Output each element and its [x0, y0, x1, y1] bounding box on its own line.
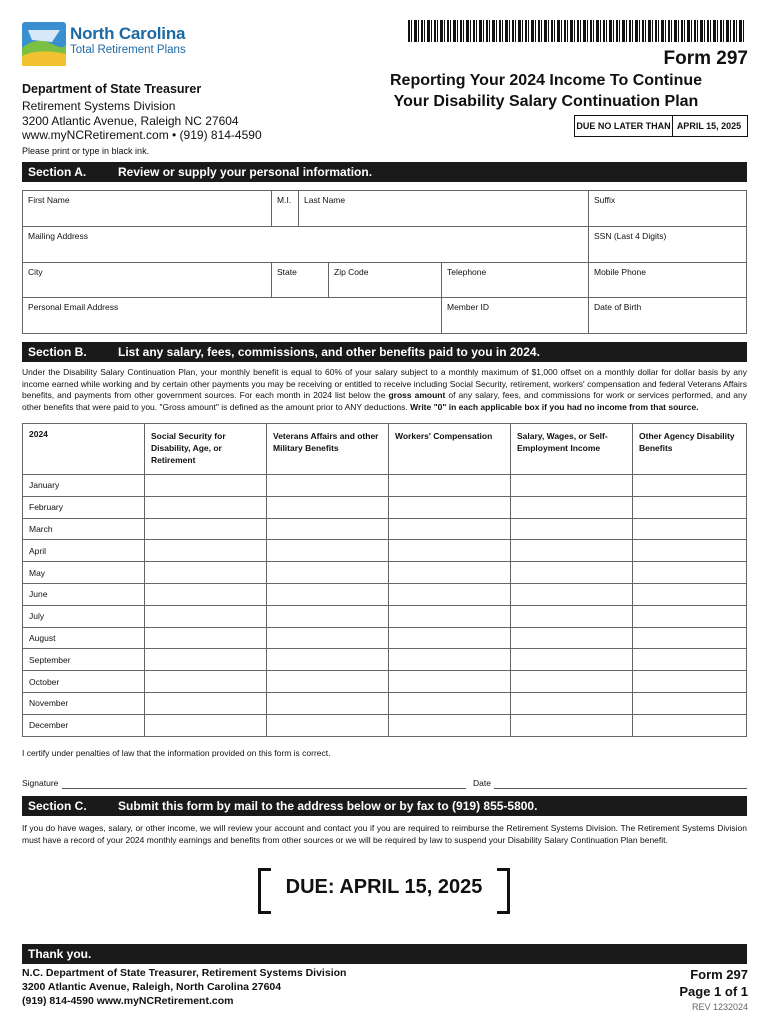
month-row [23, 562, 747, 584]
thank-you-bar: Thank you. [22, 944, 747, 964]
income-cell[interactable] [267, 540, 389, 562]
member-id-field[interactable]: Member ID [441, 297, 589, 334]
due-banner: DUE: APRIL 15, 2025 [258, 868, 510, 912]
first-name-field[interactable]: First Name [22, 190, 272, 227]
income-cell[interactable] [511, 671, 633, 693]
income-cell[interactable] [511, 649, 633, 671]
date-line[interactable] [494, 788, 747, 789]
footer-rev: REV 1232024 [691, 1002, 748, 1012]
income-cell[interactable] [389, 649, 511, 671]
income-cell[interactable] [145, 583, 267, 605]
month-row [23, 540, 747, 562]
income-cell[interactable] [145, 692, 267, 714]
income-cell[interactable] [633, 475, 747, 497]
col-workers-comp: Workers' Compensation [389, 424, 511, 475]
due-label: DUE NO LATER THAN [574, 115, 673, 137]
dob-field[interactable]: Date of Birth [588, 297, 747, 334]
income-cell[interactable] [633, 649, 747, 671]
income-cell[interactable] [511, 714, 633, 736]
month-label: January [23, 475, 145, 497]
division: Retirement Systems Division [22, 99, 176, 113]
income-cell[interactable] [389, 692, 511, 714]
barcode [408, 20, 746, 42]
income-cell[interactable] [511, 518, 633, 540]
month-row [23, 605, 747, 627]
telephone-field[interactable]: Telephone [441, 262, 589, 298]
section-b-header: Section B. List any salary, fees, commissions, and other benefits paid to you in 2024. [22, 342, 747, 362]
income-table [22, 423, 747, 737]
footer-line1: N.C. Department of State Treasurer, Retirement Systems Division [22, 967, 347, 979]
org-subtitle: Total Retirement Plans [70, 44, 186, 56]
month-label: November [23, 692, 145, 714]
state-field[interactable]: State [271, 262, 329, 298]
address: 3200 Atlantic Avenue, Raleigh NC 27604 [22, 114, 239, 128]
income-cell[interactable] [633, 714, 747, 736]
footer-page: Page 1 of 1 [679, 984, 748, 999]
mi-field[interactable]: M.I. [271, 190, 299, 227]
income-cell[interactable] [267, 605, 389, 627]
income-cell[interactable] [633, 562, 747, 584]
income-cell[interactable] [267, 692, 389, 714]
form-number: Form 297 [663, 48, 748, 69]
zip-field[interactable]: Zip Code [328, 262, 442, 298]
mobile-field[interactable]: Mobile Phone [588, 262, 747, 298]
section-b-intro: Under the Disability Salary Continuation Plan, your monthly benefit is equal to 60% of your salary subject to a monthly maximum of $1,000 offset on a monthly dollar for dollar basis by any income earned while working and by certain other payments you may be receiving or entitled to receive including Social Security, retirement, workers' compensation and federal Veterans Affairs benefits, and payments from other government sources. For each month in 2024 list below the gross amount of any salary, fees, and commissions for work or services performed, and any other benefits that were paid to you. "Gross amount" is defined as the amount prior to ANY deductions. Write "0" in each applicable box if you had no income from that source. [22, 367, 748, 412]
suffix-field[interactable]: Suffix [588, 190, 747, 227]
income-cell[interactable] [267, 671, 389, 693]
income-cell[interactable] [511, 540, 633, 562]
income-cell[interactable] [145, 496, 267, 518]
footer-line2: 3200 Atlantic Avenue, Raleigh, North Carolina 27604 [22, 981, 282, 993]
income-cell[interactable] [633, 605, 747, 627]
income-cell[interactable] [267, 649, 389, 671]
income-cell[interactable] [389, 671, 511, 693]
month-label: December [23, 714, 145, 736]
income-cell[interactable] [389, 627, 511, 649]
month-row [23, 671, 747, 693]
ssn-field[interactable]: SSN (Last 4 Digits) [588, 226, 747, 263]
month-label: July [23, 605, 145, 627]
due-date: APRIL 15, 2025 [671, 115, 748, 137]
month-label: September [23, 649, 145, 671]
month-label: October [23, 671, 145, 693]
month-row [23, 649, 747, 671]
col-other-disability: Other Agency Disability Benefits [633, 424, 747, 475]
certify-statement: I certify under penalties of law that the information provided on this form is correct. [22, 748, 331, 758]
income-cell[interactable] [145, 475, 267, 497]
income-cell[interactable] [267, 627, 389, 649]
income-cell[interactable] [633, 671, 747, 693]
section-c-body: If you do have wages, salary, or other income, we will review your account and contact you if you are required to reimburse the Retirement Systems Division. The Retirement Systems Division must have a record of your 2024 monthly earnings and benefits from other sources or we will be required by law to suspend your Disability Salary Continuation Plan benefit. [22, 823, 747, 845]
form-title: Reporting Your 2024 Income To Continue Your Disability Salary Continuation Plan [389, 72, 703, 110]
department: Department of State Treasurer [22, 82, 202, 96]
month-row [23, 475, 747, 497]
income-cell[interactable] [633, 496, 747, 518]
web-phone: www.myNCRetirement.com • (919) 814-4590 [22, 128, 262, 142]
section-a-header: Section A. Review or supply your personal information. [22, 162, 747, 182]
income-cell[interactable] [633, 540, 747, 562]
income-cell[interactable] [633, 518, 747, 540]
footer-line3: (919) 814-4590 www.myNCRetirement.com [22, 995, 234, 1007]
month-row [23, 714, 747, 736]
month-row [23, 496, 747, 518]
col-salary-wages: Salary, Wages, or Self-Employment Income [511, 424, 633, 475]
income-cell[interactable] [267, 475, 389, 497]
income-cell[interactable] [511, 605, 633, 627]
month-label: June [23, 583, 145, 605]
org-name: North Carolina [70, 24, 186, 43]
month-row [23, 583, 747, 605]
income-table-header [23, 424, 747, 475]
income-cell[interactable] [511, 627, 633, 649]
income-cell[interactable] [145, 627, 267, 649]
income-cell[interactable] [633, 583, 747, 605]
city-field[interactable]: City [22, 262, 272, 298]
income-cell[interactable] [145, 649, 267, 671]
month-row [23, 518, 747, 540]
income-cell[interactable] [267, 518, 389, 540]
income-cell[interactable] [145, 540, 267, 562]
income-cell[interactable] [511, 562, 633, 584]
signature-line[interactable] [62, 788, 466, 789]
month-label: February [23, 496, 145, 518]
month-row [23, 627, 747, 649]
income-cell[interactable] [389, 496, 511, 518]
income-cell[interactable] [511, 692, 633, 714]
email-field[interactable]: Personal Email Address [22, 297, 442, 334]
income-cell[interactable] [389, 562, 511, 584]
income-cell[interactable] [389, 714, 511, 736]
section-c-header: Section C. Submit this form by mail to the address below or by fax to (919) 855-5800. [22, 796, 747, 816]
income-cell[interactable] [145, 671, 267, 693]
income-cell[interactable] [633, 692, 747, 714]
income-cell[interactable] [511, 496, 633, 518]
income-cell[interactable] [267, 583, 389, 605]
logo [22, 22, 186, 68]
footer-form: Form 297 [690, 967, 748, 982]
income-cell[interactable] [389, 605, 511, 627]
col-social-security: Social Security for Disability, Age, or Retirement [145, 424, 267, 475]
year-label: 2024 [23, 424, 145, 475]
nc-logo-icon [22, 22, 66, 66]
income-cell[interactable] [267, 714, 389, 736]
mailing-address-field[interactable]: Mailing Address [22, 226, 589, 263]
income-cell[interactable] [389, 540, 511, 562]
date-label: Date [473, 778, 491, 788]
income-cell[interactable] [633, 627, 747, 649]
income-cell[interactable] [511, 475, 633, 497]
income-cell[interactable] [267, 496, 389, 518]
print-note: Please print or type in black ink. [22, 146, 150, 156]
income-cell[interactable] [389, 583, 511, 605]
income-cell[interactable] [267, 562, 389, 584]
month-row [23, 692, 747, 714]
last-name-field[interactable]: Last Name [298, 190, 589, 227]
income-cell[interactable] [145, 714, 267, 736]
income-cell[interactable] [145, 518, 267, 540]
month-label: March [23, 518, 145, 540]
income-cell[interactable] [511, 583, 633, 605]
income-cell[interactable] [389, 518, 511, 540]
income-cell[interactable] [145, 605, 267, 627]
income-cell[interactable] [389, 475, 511, 497]
signature-label: Signature [22, 778, 59, 788]
month-label: April [23, 540, 145, 562]
month-label: May [23, 562, 145, 584]
month-label: August [23, 627, 145, 649]
income-cell[interactable] [145, 562, 267, 584]
col-veterans-affairs: Veterans Affairs and other Military Benefits [267, 424, 389, 475]
